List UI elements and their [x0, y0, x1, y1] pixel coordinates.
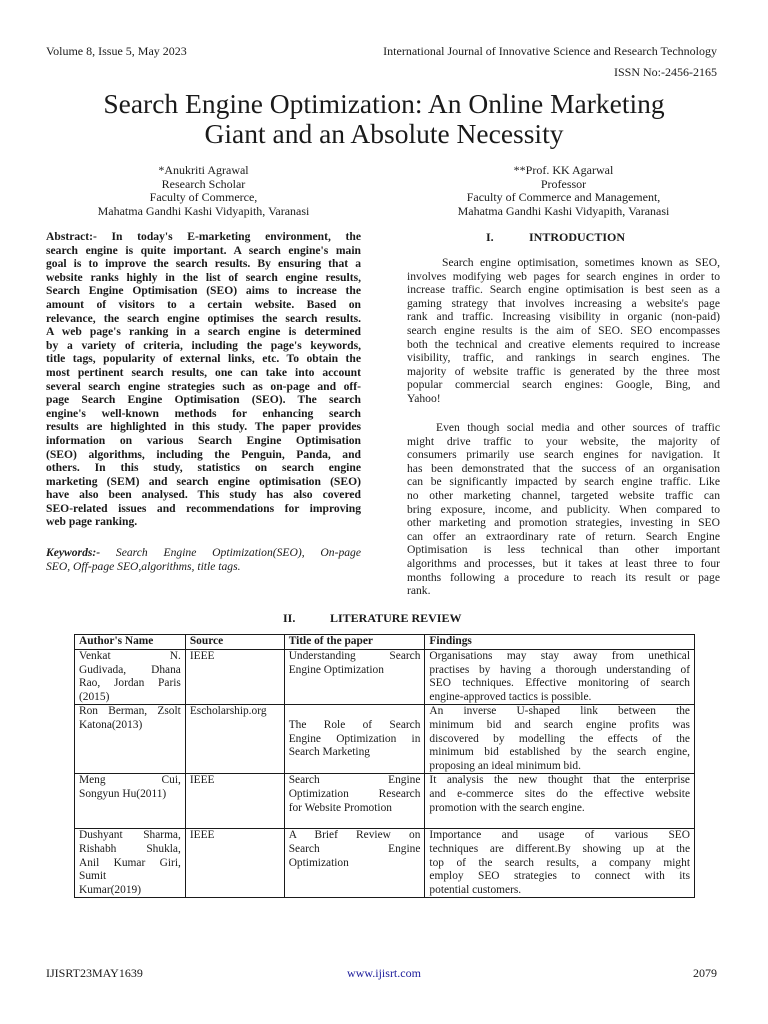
volume-issue: Volume 8, Issue 5, May 2023 [46, 44, 187, 58]
cell-line: Search Engine [288, 842, 421, 855]
abstract-line: marketing (SEM) and search engine optimisation (SEO) [46, 474, 361, 488]
keywords-line [46, 546, 361, 560]
intro-paragraph-2 [407, 421, 720, 598]
abstract-line: (SEO) algorithms, including the Penguin, Panda, and [46, 447, 361, 461]
abstract-line: title tags, popularity of external links, etc. To obtain the [46, 352, 361, 366]
abstract-line: relevance, the search engine optimises the search results. [46, 311, 361, 325]
cell-line: Meng Cui, [79, 774, 181, 787]
cell-line: proposing an ideal minimum bid. [429, 759, 581, 772]
journal-name: International Journal of Innovative Science and Research Technology [383, 44, 717, 58]
cell-line: The Role of Search [288, 718, 421, 731]
cell-line: for Website Promotion [288, 801, 392, 814]
abstract-line: results are highlighted in this study. The paper provides [46, 420, 361, 434]
intro-line: algorithms and processes, but it takes at least three to four [407, 556, 720, 570]
cell-line: Search Engine [288, 774, 421, 787]
cell-line: It analysis the new thought that the enterprise [429, 774, 690, 787]
cell-line: Ron Berman, Zsolt [79, 705, 181, 718]
title-line: Giant and an Absolute Necessity [204, 118, 564, 149]
intro-line: months following a procedure to reach its result or page [407, 570, 720, 584]
source-cell: IEEE [185, 829, 284, 898]
findings-cell [425, 774, 695, 829]
cell-line: Organisations may stay away from unethical [429, 650, 690, 662]
column-header-author: Author's Name [75, 635, 186, 650]
cell-line: minimum bid established by the search engine, [429, 746, 690, 759]
paper-title [30, 89, 738, 149]
section-number: II. [283, 611, 296, 625]
section-heading: INTRODUCTION [529, 230, 626, 244]
keywords-line: SEO, Off-page SEO,algorithms, title tags. [46, 559, 241, 573]
cell-line: Optimization Research [288, 787, 421, 800]
abstract-line: SEO-related issues and recommendations for improving [46, 501, 361, 515]
cell-line: Venkat N. [79, 650, 181, 662]
author-faculty: Faculty of Commerce and Management, [466, 190, 661, 205]
intro-line: Even though social media and other sources of traffic [436, 421, 720, 434]
cell-line: An inverse U-shaped link between the [429, 705, 690, 718]
cell-line: Importance and usage of various SEO [429, 829, 690, 842]
author-cell [75, 774, 186, 829]
author-university: Mahatma Gandhi Kashi Vidyapith, Varanasi [457, 203, 670, 218]
abstract-line: others. In this study, statistics on search engine [46, 461, 361, 475]
author-cell [75, 705, 186, 774]
intro-line: search engine results is the aim of SEO. SEO encompasses [407, 323, 720, 337]
abstract-line: A web page's ranking in a search engine is determined [46, 325, 361, 339]
cell-line: Rao, Jordan Paris [79, 677, 181, 690]
abstract-line: engine's well-known methods for enhancing search [46, 406, 361, 420]
intro-line: can offer an extraordinary rate of return. Search Engine [407, 529, 720, 543]
cell-line [289, 705, 421, 719]
cell-line: top of the search results, a company might [429, 856, 690, 869]
intro-line: has been demonstrated that the success of an organisation [407, 461, 720, 475]
source-cell: IEEE [185, 774, 284, 829]
cell-line: Anil Kumar Giri, [79, 856, 181, 869]
table-row [75, 829, 695, 898]
intro-line: Optimisation is less technical than other important [407, 543, 720, 557]
title-cell [284, 650, 425, 705]
journal-website-link[interactable]: www.ijisrt.com [347, 966, 421, 980]
cell-line: employ SEO strategies to connect with its [429, 870, 690, 883]
cell-line: Engine Optimization in [288, 732, 421, 745]
abstract-line: information on various Search Engine Optimisation [46, 433, 361, 447]
table-row [75, 705, 695, 774]
intro-line: popular commercial search engines: Google, Bing, and [407, 378, 720, 392]
table-row [75, 774, 695, 829]
intro-line: increase traffic. Search engine optimisation is best seen as a [407, 283, 720, 297]
cell-line: techniques are different.By showing up at the [429, 842, 690, 855]
intro-line: majority of website traffic is generated by the three most [407, 364, 720, 378]
intro-line: other marketing and promotion strategies, investing in SEO [407, 516, 720, 530]
abstract-line: website ranks highly in the list of search engine results, [46, 270, 361, 284]
intro-line: visibility, traffic, and rankings in search engines. The [407, 351, 720, 365]
cell-line: Sumit [79, 870, 107, 883]
cell-line: Rishabh Shukla, [79, 842, 181, 855]
intro-line: Yahoo! [407, 391, 441, 405]
abstract-line: Search Engine Optimisation (SEO) aims to increase the [46, 284, 361, 298]
cell-line: Katona(2013) [79, 718, 143, 731]
abstract-line: search engine is quite important. A search engine's main [46, 243, 361, 257]
table-row [75, 650, 695, 705]
abstract-line: most pertinent search results, one can take into account [46, 365, 361, 379]
author-name: *Anukriti Agrawal [158, 163, 249, 177]
cell-line: and e-commerce sites do the effective website [429, 787, 690, 800]
cell-line: SEO techniques. Effective monitoring of search [429, 677, 690, 690]
intro-paragraph-1 [407, 256, 720, 406]
author-cell [75, 650, 186, 705]
cell-line: engine-approved tactics is possible. [429, 690, 592, 703]
intro-line: can be significantly impacted by search engine traffic. Like [407, 475, 720, 489]
abstract-line: goal is to improve the search results. By ensuring that a [46, 257, 361, 271]
cell-line: A Brief Review on [288, 829, 421, 842]
issn: ISSN No:-2456-2165 [613, 65, 717, 79]
findings-cell [425, 705, 695, 774]
author-name: **Prof. KK Agarwal [513, 163, 614, 177]
cell-line: potential customers. [429, 883, 522, 896]
author-cell [75, 829, 186, 898]
source-cell: IEEE [185, 650, 284, 705]
title-cell [284, 705, 425, 774]
article-code: IJISRT23MAY1639 [46, 966, 143, 980]
section-number: I. [486, 230, 494, 244]
abstract-line: by a variety of criteria, including the page's keywords, [46, 338, 361, 352]
cell-line: Dushyant Sharma, [79, 829, 181, 842]
author-position: Research Scholar [161, 176, 246, 191]
findings-cell [425, 650, 695, 705]
author-position: Professor [540, 176, 587, 191]
section-heading: LITERATURE REVIEW [330, 611, 462, 625]
intro-line: both the technical and creative elements required to increase [407, 337, 720, 351]
literature-table [74, 634, 695, 898]
author-block-1 [46, 164, 361, 218]
cell-line: discovered by modelling the effects of the [429, 732, 690, 745]
intro-line: rank. [407, 584, 431, 598]
cell-line: (2015) [79, 690, 110, 703]
intro-line: bring exposure, income, and publicity. When compared to [407, 502, 720, 516]
abstract [46, 230, 361, 529]
intro-line: might drive traffic to your website, the majority of [407, 434, 720, 448]
intro-line: gaming strategy that involves increasing a website's page [407, 296, 720, 310]
cell-line: Songyun Hu(2011) [79, 787, 167, 800]
column-header-source: Source [185, 635, 284, 650]
cell-line: practises by having a thorough understanding of [429, 663, 690, 676]
keywords-text: Search Engine Optimization(SEO), On-page [100, 546, 361, 559]
title-line: Search Engine Optimization: An Online Marketing [103, 88, 665, 119]
author-faculty: Faculty of Commerce, [149, 190, 258, 205]
table-header-row [75, 635, 695, 650]
cell-line: promotion with the search engine. [429, 801, 585, 814]
abstract-line: amount of visitors to a certain website. Based on [46, 297, 361, 311]
cell-line: Gudivada, Dhana [79, 663, 181, 676]
column-header-title: Title of the paper [284, 635, 425, 650]
abstract-line: page Search Engine Optimisation (SEO). The search [46, 393, 361, 407]
intro-line: rank and traffic. Increasing visibility in organic (non-paid) [407, 310, 720, 324]
findings-cell [425, 829, 695, 898]
cell-line: minimum bid and search engine profits was [429, 718, 690, 731]
cell-line: Understanding Search [288, 650, 421, 662]
source-cell: Escholarship.org [185, 705, 284, 774]
title-cell [284, 774, 425, 829]
keywords [46, 546, 361, 573]
intro-line: Search engine optimisation, sometimes known as SEO, [442, 256, 720, 269]
intro-line: involves modifying web pages for search engines in order to [407, 269, 720, 283]
author-university: Mahatma Gandhi Kashi Vidyapith, Varanasi [97, 203, 310, 218]
intro-line: consumers primarily use search engines for navigation. It [407, 448, 720, 462]
author-block-2 [407, 164, 720, 218]
abstract-line: web page ranking. [46, 515, 138, 529]
cell-line: Optimization [288, 856, 349, 869]
abstract-line: have also been analysed. This study has also covered [46, 488, 361, 502]
intro-line: no other marketing channel, targeted website traffic can [407, 488, 720, 502]
cell-line: Search Marketing [288, 746, 370, 759]
abstract-line: Abstract:- In today's E-marketing environment, the [46, 230, 361, 243]
cell-line: Kumar(2019) [79, 883, 141, 896]
title-cell [284, 829, 425, 898]
cell-line: Engine Optimization [288, 663, 384, 676]
column-header-findings: Findings [425, 635, 695, 650]
keywords-label: Keywords:- [46, 546, 101, 559]
page-number: 2079 [693, 966, 717, 980]
abstract-line: several search engine strategies such as on-page and off- [46, 379, 361, 393]
